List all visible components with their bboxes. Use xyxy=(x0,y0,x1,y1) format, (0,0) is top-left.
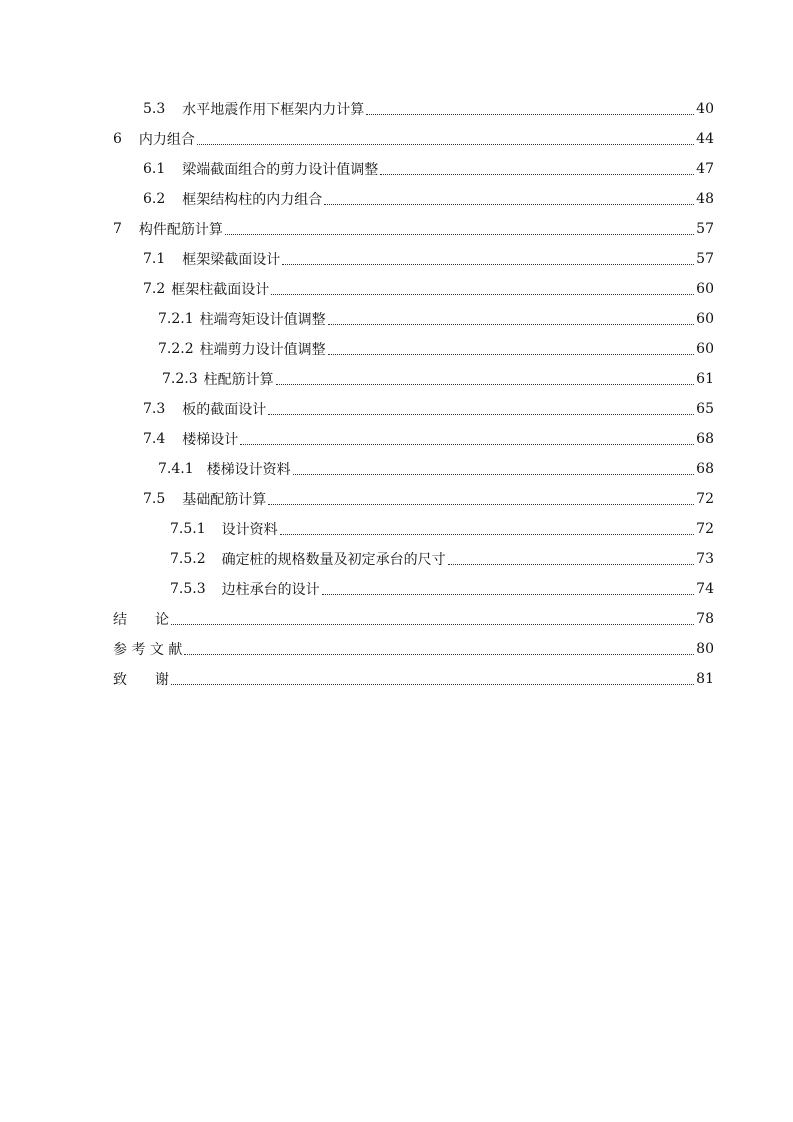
dot-leader xyxy=(280,534,695,535)
dot-leader xyxy=(282,264,694,265)
toc-page-number: 72 xyxy=(696,491,714,507)
toc-number: 7.5.3 xyxy=(170,581,206,597)
toc-page-number: 60 xyxy=(696,341,714,357)
toc-title: 板的截面设计 xyxy=(182,402,267,418)
toc-page-number: 68 xyxy=(696,431,714,447)
toc-page-number: 57 xyxy=(696,221,714,237)
dot-leader xyxy=(328,354,695,355)
toc-number: 6.1 xyxy=(143,161,166,177)
toc-page-number: 61 xyxy=(696,371,714,387)
dot-leader xyxy=(271,294,694,295)
toc-title: 柱端弯矩设计值调整 xyxy=(199,312,326,328)
toc-entry-acknowledgements[interactable] xyxy=(0,664,793,694)
toc-title: 内力组合 xyxy=(138,132,195,148)
toc-number: 5.3 xyxy=(143,101,166,117)
toc-entry-7-2-2[interactable] xyxy=(0,334,793,364)
toc-page-number: 44 xyxy=(696,131,714,147)
dot-leader xyxy=(225,234,694,235)
toc-entry-7[interactable] xyxy=(0,214,793,244)
toc-entry-7-5-1[interactable] xyxy=(0,514,793,544)
toc-number: 7.1 xyxy=(143,251,166,267)
toc-number: 7.4 xyxy=(143,431,166,447)
toc-entry-7-4[interactable] xyxy=(0,424,793,454)
toc-number: 7.2.1 xyxy=(158,311,194,327)
toc-number: 6.2 xyxy=(143,191,166,207)
dot-leader xyxy=(380,174,694,175)
dot-leader xyxy=(171,624,694,625)
toc-title: 框架梁截面设计 xyxy=(182,252,281,268)
toc-title: 确定桩的规格数量及初定承台的尺寸 xyxy=(221,552,446,568)
toc-entry-5-3[interactable] xyxy=(0,94,793,124)
dot-leader xyxy=(268,414,694,415)
toc-title: 水平地震作用下框架内力计算 xyxy=(182,102,365,118)
toc-number: 6 xyxy=(113,131,122,147)
toc-page-number: 81 xyxy=(696,671,714,687)
toc-title: 结 论 xyxy=(113,612,169,628)
toc-number: 7.3 xyxy=(143,401,166,417)
toc-entry-7-2-1[interactable] xyxy=(0,304,793,334)
toc-number: 7.5.1 xyxy=(170,521,206,537)
toc-number: 7.5.2 xyxy=(170,551,206,567)
toc-title: 框架结构柱的内力组合 xyxy=(182,192,323,208)
toc-entry-7-5-2[interactable] xyxy=(0,544,793,574)
toc-page-number: 78 xyxy=(696,611,714,627)
toc-title: 柱端剪力设计值调整 xyxy=(199,342,326,358)
toc-number: 7.4.1 xyxy=(158,461,194,477)
toc-number: 7.2 xyxy=(143,281,166,297)
toc-entry-7-2[interactable] xyxy=(0,274,793,304)
dot-leader xyxy=(171,684,694,685)
toc-title: 梁端截面组合的剪力设计值调整 xyxy=(182,162,379,178)
toc-page-number: 72 xyxy=(696,521,714,537)
toc-entry-7-1[interactable] xyxy=(0,244,793,274)
toc-page-number: 48 xyxy=(696,191,714,207)
toc-entry-7-3[interactable] xyxy=(0,394,793,424)
dot-leader xyxy=(324,204,694,205)
toc-page-number: 40 xyxy=(696,101,714,117)
dot-leader xyxy=(276,384,695,385)
toc-title: 设计资料 xyxy=(221,522,278,538)
toc-title: 柱配筋计算 xyxy=(203,372,274,388)
toc-entry-7-5[interactable] xyxy=(0,484,793,514)
toc-page-number: 57 xyxy=(696,251,714,267)
toc-entry-6-1[interactable] xyxy=(0,154,793,184)
toc-page-number: 47 xyxy=(696,161,714,177)
toc-title: 框架柱截面设计 xyxy=(171,282,270,298)
dot-leader xyxy=(184,654,694,655)
toc-entry-7-4-1[interactable] xyxy=(0,454,793,484)
dot-leader xyxy=(240,444,694,445)
toc-title: 致 谢 xyxy=(113,672,169,688)
toc-title: 边柱承台的设计 xyxy=(221,582,320,598)
toc-entry-6-2[interactable] xyxy=(0,184,793,214)
dot-leader xyxy=(197,144,694,145)
dot-leader xyxy=(322,594,695,595)
toc-title: 楼梯设计 xyxy=(182,432,239,448)
toc-page-number: 73 xyxy=(696,551,714,567)
toc-entry-conclusion[interactable] xyxy=(0,604,793,634)
dot-leader xyxy=(268,504,694,505)
toc-page-number: 68 xyxy=(696,461,714,477)
toc-entry-7-2-3[interactable] xyxy=(0,364,793,394)
toc-title: 参 考 文 献 xyxy=(113,642,183,658)
toc-page-number: 80 xyxy=(696,641,714,657)
toc-entry-7-5-3[interactable] xyxy=(0,574,793,604)
toc-number: 7.2.3 xyxy=(162,371,198,387)
toc-page-number: 74 xyxy=(696,581,714,597)
dot-leader xyxy=(293,474,695,475)
dot-leader xyxy=(448,564,695,565)
dot-leader xyxy=(366,114,694,115)
toc-title: 基础配筋计算 xyxy=(182,492,267,508)
dot-leader xyxy=(328,324,695,325)
toc-entry-6[interactable] xyxy=(0,124,793,154)
toc-page-number: 65 xyxy=(696,401,714,417)
table-of-contents xyxy=(0,94,793,694)
toc-entry-references[interactable] xyxy=(0,634,793,664)
toc-page-number: 60 xyxy=(696,311,714,327)
toc-title: 构件配筋计算 xyxy=(138,222,223,238)
toc-number: 7.2.2 xyxy=(158,341,194,357)
toc-title: 楼梯设计资料 xyxy=(206,462,291,478)
toc-number: 7.5 xyxy=(143,491,166,507)
toc-page-number: 60 xyxy=(696,281,714,297)
toc-number: 7 xyxy=(113,221,122,237)
